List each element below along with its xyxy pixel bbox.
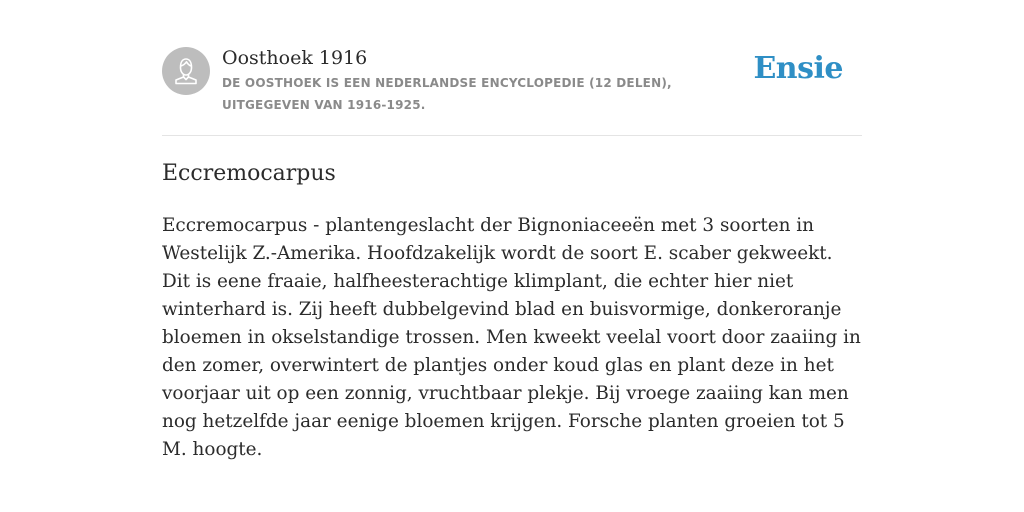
article-title: Eccremocarpus bbox=[162, 161, 336, 186]
ensie-logo[interactable]: Ensie bbox=[753, 51, 843, 86]
source-description: DE OOSTHOEK IS EEN NEDERLANDSE ENCYCLOPEDIE (12 DELEN), UITGEGEVEN VAN 1916-1925. bbox=[222, 76, 672, 112]
source-avatar[interactable] bbox=[162, 47, 210, 95]
user-icon bbox=[162, 47, 210, 95]
article-body: Eccremocarpus - plantengeslacht der Bignoniaceeën met 3 soorten in Westelijk Z.-Amerika. Hoofdzakelijk wordt de soort E. scaber gekweekt. Dit is eene fraaie, halfheesterachtige klimplant, die echter hier niet winterhard is. Zij heeft dubbelgevind blad en buisvormige, donkeroranje bloemen in okselstandige trossen. Men kweekt veelal voort door zaaiing in den zomer, overwintert de plantjes onder koud glas en plant deze in het voorjaar uit op een zonnig, vruchtbaar plekje. Bij vroege zaaiing kan men nog hetzelfde jaar eenige bloemen krijgen. Forsche planten groeien tot 5 M. hoogte. bbox=[162, 215, 861, 460]
source-name[interactable]: Oosthoek 1916 bbox=[222, 47, 368, 69]
article-card bbox=[162, 0, 862, 460]
source-header bbox=[162, 0, 862, 136]
